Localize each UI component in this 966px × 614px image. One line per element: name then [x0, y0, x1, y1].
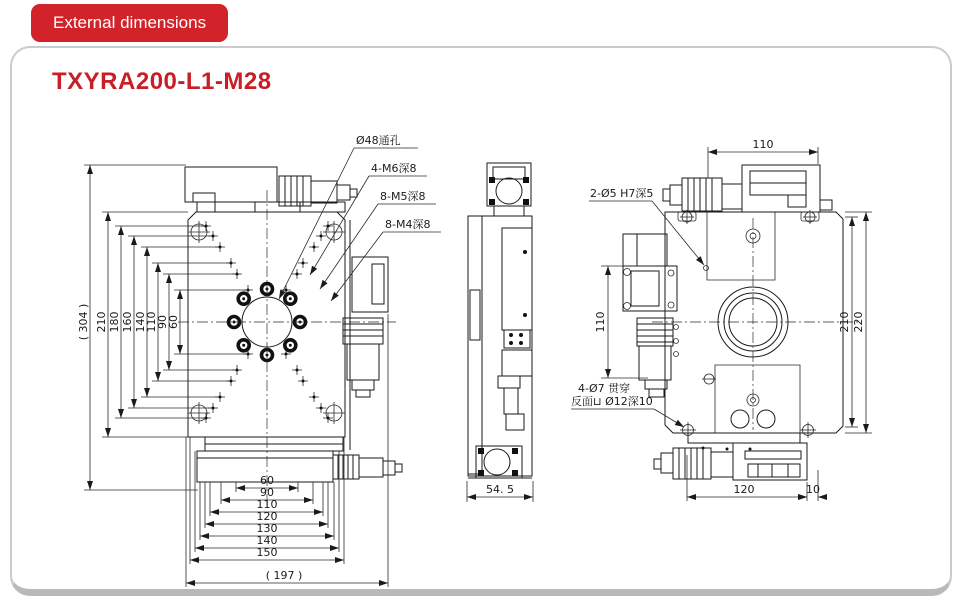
model-title: TXYRA200-L1-M28 — [52, 68, 272, 95]
dim-545: 54. 5 — [486, 483, 514, 496]
callout-m6: 4-M6深8 — [371, 162, 417, 175]
side-bottom-motor — [476, 446, 522, 478]
dim-back-220: 220 — [852, 311, 865, 333]
back-dims-bottom — [687, 455, 827, 501]
dim-back-120: 120 — [733, 483, 755, 496]
dim-b197: ( 197 ) — [265, 569, 303, 582]
front-callouts — [279, 133, 441, 301]
back-top-assembly — [663, 165, 832, 212]
front-right-assembly — [343, 220, 388, 450]
front-dims-left — [77, 165, 248, 490]
dim-b110: 110 — [256, 498, 278, 511]
front-bottom-stage — [197, 437, 402, 482]
callout-through-holes-2: 反面⊔ Ø12深10 — [571, 395, 653, 408]
dim-60: 60 — [167, 315, 180, 329]
dim-304: ( 304 ) — [77, 303, 90, 341]
callout-m4: 8-M4深8 — [385, 218, 431, 231]
dim-back-110-top: 110 — [752, 138, 774, 151]
back-pin-hole — [704, 266, 709, 271]
front-top-housing — [185, 167, 277, 202]
dim-back-110-left: 110 — [594, 311, 607, 333]
dim-b150: 150 — [256, 546, 278, 559]
callout-through-holes-1: 4-Ø7 贯穿 — [578, 382, 631, 395]
external-dimensions-badge: External dimensions — [31, 4, 228, 42]
front-view — [77, 133, 441, 587]
callout-m5: 8-M5深8 — [380, 190, 426, 203]
back-theta-mark — [702, 374, 716, 384]
front-corner-screws — [188, 221, 345, 424]
dim-140: 140 — [134, 311, 147, 333]
dim-160: 160 — [121, 311, 134, 333]
back-hole-left — [731, 410, 749, 428]
side-top-motor — [487, 163, 531, 206]
dim-b140: 140 — [256, 534, 278, 547]
back-dim-left — [594, 266, 656, 378]
side-view — [467, 163, 533, 502]
back-hole-right — [757, 410, 775, 428]
dim-b130: 130 — [256, 522, 278, 535]
side-body — [468, 216, 532, 476]
back-corner-holes — [680, 422, 816, 438]
dim-back-10: 10 — [806, 483, 820, 496]
back-bottom-stage — [654, 433, 807, 480]
side-dim-width — [467, 481, 533, 502]
dim-90: 90 — [156, 315, 169, 329]
back-callouts — [571, 187, 704, 427]
back-plate — [665, 212, 843, 433]
front-plate — [188, 212, 345, 437]
callout-through-hole: Ø48通孔 — [356, 134, 401, 147]
back-left-assembly — [623, 234, 679, 397]
dim-b120: 120 — [256, 510, 278, 523]
dim-180: 180 — [108, 311, 121, 333]
dim-210: 210 — [95, 311, 108, 333]
dim-back-210: 210 — [838, 311, 851, 333]
back-view — [571, 138, 872, 501]
callout-pin-holes: 2-Ø5 H7深5 — [590, 187, 654, 200]
back-dim-top — [708, 138, 818, 178]
dim-110: 110 — [145, 311, 158, 333]
dim-b60: 60 — [260, 474, 274, 487]
dim-b90: 90 — [260, 486, 274, 499]
